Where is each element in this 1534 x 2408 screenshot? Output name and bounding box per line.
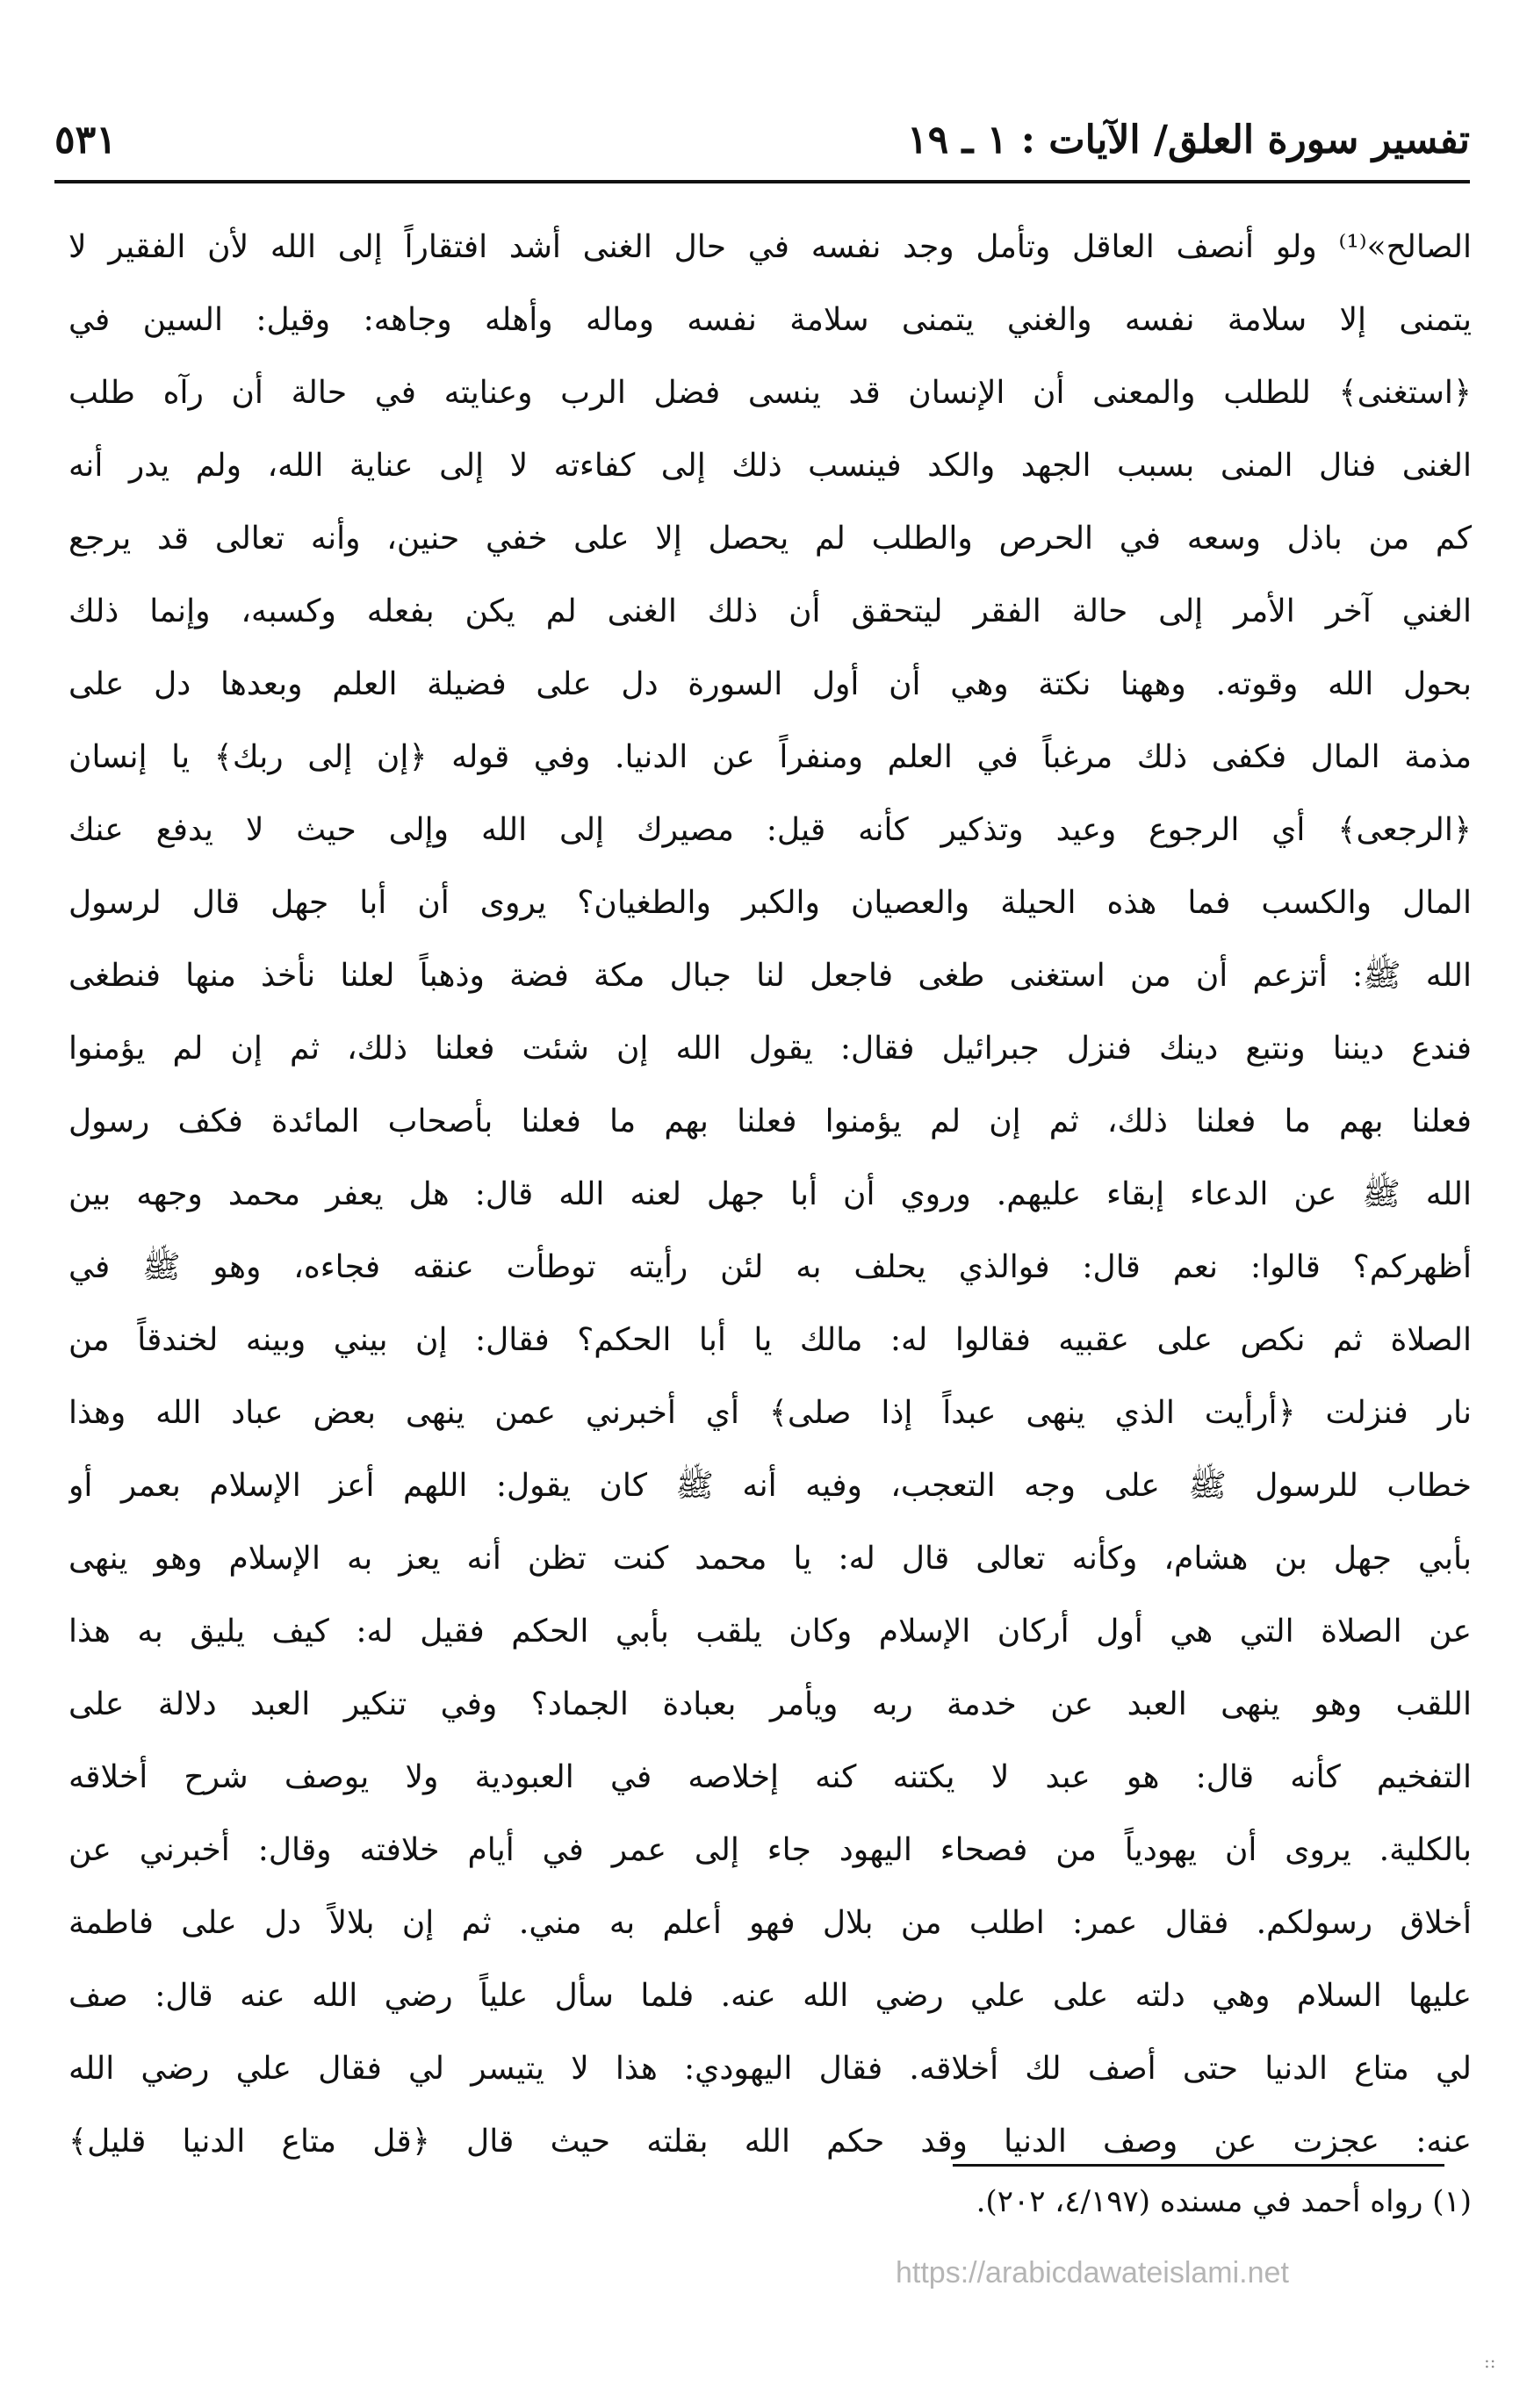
footnote-divider bbox=[953, 2164, 1444, 2167]
text-line: الصالح»⁽¹⁾ ولو أنصف العاقل وتأمل وجد نفسه في حال الغنى أشد افتقاراً إلى الله لأن الفقير لا bbox=[68, 229, 1472, 265]
text-line: فندع ديننا ونتبع دينك فنزل جبرائيل فقال: يقول الله إن شئت فعلنا ذلك، ثم إن لم يؤمنوا bbox=[68, 1031, 1472, 1067]
watermark-url: https://arabicdawateislami.net bbox=[896, 2256, 1289, 2289]
corner-mark: :: bbox=[1484, 2351, 1496, 2372]
text-line: ﴿الرجعى﴾ أي الرجوع وعيد وتذكير كأنه قيل: مصيرك إلى الله وإلى حيث لا يدفع عنك bbox=[68, 812, 1472, 848]
text-line: بالكلية. يروى أن يهودياً من فصحاء اليهود جاء إلى عمر في أيام خلافته وقال: أخبرني عن bbox=[68, 1832, 1472, 1868]
text-line: نار فنزلت ﴿أرأيت الذي ينهى عبداً إذا صلى﴾ أي أخبرني عمن ينهى بعض عباد الله وهذا bbox=[68, 1395, 1472, 1431]
text-line: بحول الله وقوته. وههنا نكتة وهي أن أول السورة دل على فضيلة العلم وبعدها دل على bbox=[68, 666, 1472, 702]
page-title: تفسير سورة العلق/ الآيات : ١ ـ ١٩ bbox=[906, 118, 1470, 162]
text-line: الصلاة ثم نكص على عقبيه فقالوا له: مالك يا أبا الحكم؟ فقال: إن بيني وبينه لخندقاً من bbox=[68, 1322, 1472, 1358]
text-line: أظهركم؟ قالوا: نعم قال: فوالذي يحلف به لئن رأيته توطأت عنقه فجاءه، وهو ﷺ في bbox=[68, 1249, 1472, 1285]
text-line: التفخيم كأنه قال: هو عبد لا يكتنه كنه إخلاصه في العبودية ولا يوصف شرح أخلاقه bbox=[68, 1759, 1472, 1795]
body-text bbox=[68, 211, 1472, 2178]
text-line: فعلنا بهم ما فعلنا ذلك، ثم إن لم يؤمنوا فعلنا بهم ما فعلنا بأصحاب المائدة فكف رسول bbox=[68, 1103, 1472, 1139]
text-line: مذمة المال فكفى ذلك مرغباً في العلم ومنفراً عن الدنيا. وفي قوله ﴿إن إلى ربك﴾ يا إنسان bbox=[68, 739, 1472, 775]
text-line: خطاب للرسول ﷺ على وجه التعجب، وفيه أنه ﷺ كان يقول: اللهم أعز الإسلام بعمر أو bbox=[68, 1468, 1472, 1504]
text-line: عنه: عجزت عن وصف الدنيا وقد حكم الله بقلته حيث قال ﴿قل متاع الدنيا قليل﴾ bbox=[68, 2124, 1472, 2160]
text-line: المال والكسب فما هذه الحيلة والعصيان والكبر والطغيان؟ يروى أن أبا جهل قال لرسول bbox=[68, 885, 1472, 921]
text-line: أخلاق رسولكم. فقال عمر: اطلب من بلال فهو أعلم به مني. ثم إن بلالاً دل على فاطمة bbox=[68, 1905, 1472, 1941]
text-line: يتمنى إلا سلامة نفسه والغني يتمنى سلامة نفسه وماله وأهله وجاهه: وقيل: السين في bbox=[68, 302, 1472, 338]
text-line: اللقب وهو ينهى العبد عن خدمة ربه ويأمر بعبادة الجماد؟ وفي تنكير العبد دلالة على bbox=[68, 1686, 1472, 1722]
page-number: ٥٣١ bbox=[54, 118, 117, 162]
footnote: (١) رواه أحمد في مسنده (٤/١٩٧، ٢٠٢). bbox=[976, 2184, 1472, 2219]
running-header bbox=[54, 114, 1470, 176]
text-line: بأبي جهل بن هشام، وكأنه تعالى قال له: يا محمد كنت تظن أنه يعز به الإسلام وهو ينهى bbox=[68, 1541, 1472, 1577]
text-line: الغنى فنال المنى بسبب الجهد والكد فينسب ذلك إلى كفاءته لا إلى عناية الله، ولم يدر أنه bbox=[68, 448, 1472, 484]
text-line: عن الصلاة التي هي أول أركان الإسلام وكان يلقب بأبي الحكم فقيل له: كيف يليق به هذا bbox=[68, 1614, 1472, 1650]
text-line: الله ﷺ: أتزعم أن من استغنى طغى فاجعل لنا جبال مكة فضة وذهباً لعلنا نأخذ منها فنطغى bbox=[68, 958, 1472, 994]
text-line: الله ﷺ عن الدعاء إبقاء عليهم. وروي أن أبا جهل لعنه الله قال: هل يعفر محمد وجهه بين bbox=[68, 1176, 1472, 1212]
text-line: عليها السلام وهي دلته على علي رضي الله عنه. فلما سأل علياً رضي الله عنه قال: صف bbox=[68, 1978, 1472, 2014]
text-line: كم من باذل وسعه في الحرص والطلب لم يحصل إلا على خفي حنين، وأنه تعالى قد يرجع bbox=[68, 521, 1472, 557]
text-line: لي متاع الدنيا حتى أصف لك أخلاقه. فقال اليهودي: هذا لا يتيسر لي فقال علي رضي الله bbox=[68, 2051, 1472, 2087]
header-divider bbox=[54, 180, 1470, 183]
text-line: ﴿استغنى﴾ للطلب والمعنى أن الإنسان قد ينسى فضل الرب وعنايته في حالة أن رآه طلب bbox=[68, 375, 1472, 411]
text-line: الغني آخر الأمر إلى حالة الفقر ليتحقق أن ذلك الغنى لم يكن بفعله وكسبه، وإنما ذلك bbox=[68, 593, 1472, 629]
